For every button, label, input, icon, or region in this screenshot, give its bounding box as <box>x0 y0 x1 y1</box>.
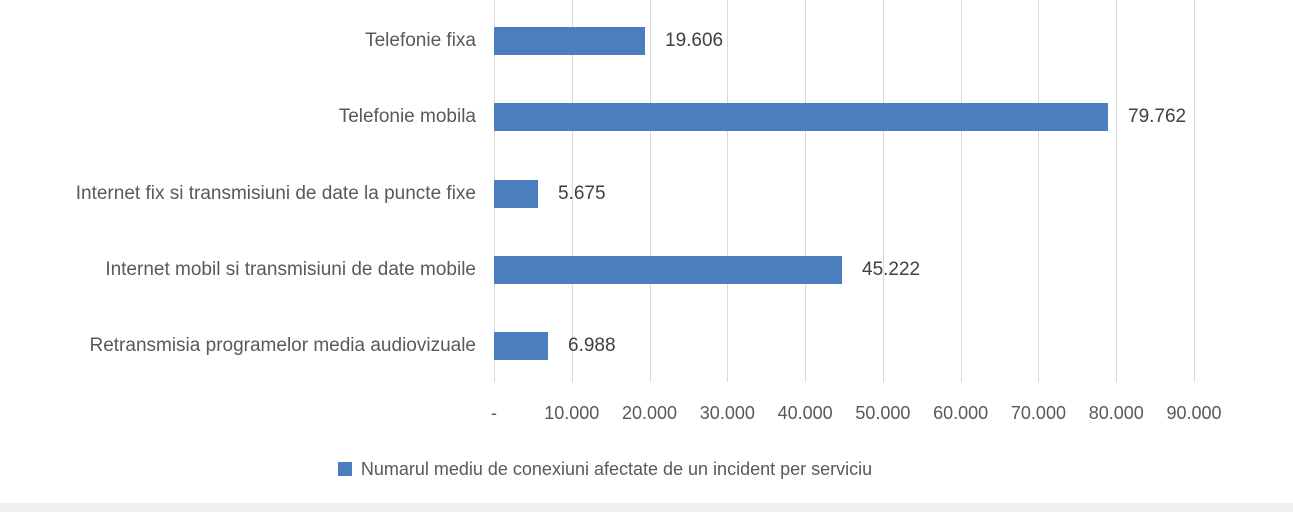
gridline <box>1116 0 1117 382</box>
bar <box>494 103 1108 131</box>
x-axis-tick: 40.000 <box>777 403 833 423</box>
gridline <box>1194 0 1195 382</box>
gridline <box>961 0 962 382</box>
gridline <box>805 0 806 382</box>
gridline <box>883 0 884 382</box>
gridline <box>727 0 728 382</box>
category-label: Internet fix si transmisiuni de date la puncte fixe <box>75 182 476 204</box>
value-label: 5.675 <box>558 182 606 204</box>
bar <box>494 332 548 360</box>
legend-swatch <box>338 462 352 476</box>
x-axis-tick: 20.000 <box>622 403 678 423</box>
x-axis-tick: 60.000 <box>933 403 989 423</box>
bar <box>494 256 842 284</box>
bar <box>494 27 645 55</box>
x-axis-tick: 80.000 <box>1088 403 1144 423</box>
legend-label: Numarul mediu de conexiuni afectate de un incident per serviciu <box>360 458 873 479</box>
gridline <box>1038 0 1039 382</box>
x-axis-tick: 70.000 <box>1010 403 1066 423</box>
bottom-strip <box>0 503 1293 512</box>
category-label: Internet mobil si transmisiuni de date mobile <box>105 258 476 280</box>
gridline <box>650 0 651 382</box>
x-axis-tick: 90.000 <box>1166 403 1222 423</box>
legend <box>0 456 1210 482</box>
value-label: 6.988 <box>568 335 616 356</box>
category-label: Telefonie fixa <box>365 30 476 51</box>
value-label: 79.762 <box>1128 106 1187 128</box>
x-axis-tick: 50.000 <box>855 403 911 423</box>
value-label: 19.606 <box>665 30 724 51</box>
category-label: Telefonie mobila <box>338 106 476 128</box>
x-axis-tick: - <box>491 403 497 423</box>
value-label: 45.222 <box>862 258 921 280</box>
category-label: Retransmisia programelor media audiovizuale <box>89 335 476 356</box>
x-axis-tick: 30.000 <box>699 403 755 423</box>
bar <box>494 180 538 208</box>
x-axis-tick: 10.000 <box>544 403 600 423</box>
